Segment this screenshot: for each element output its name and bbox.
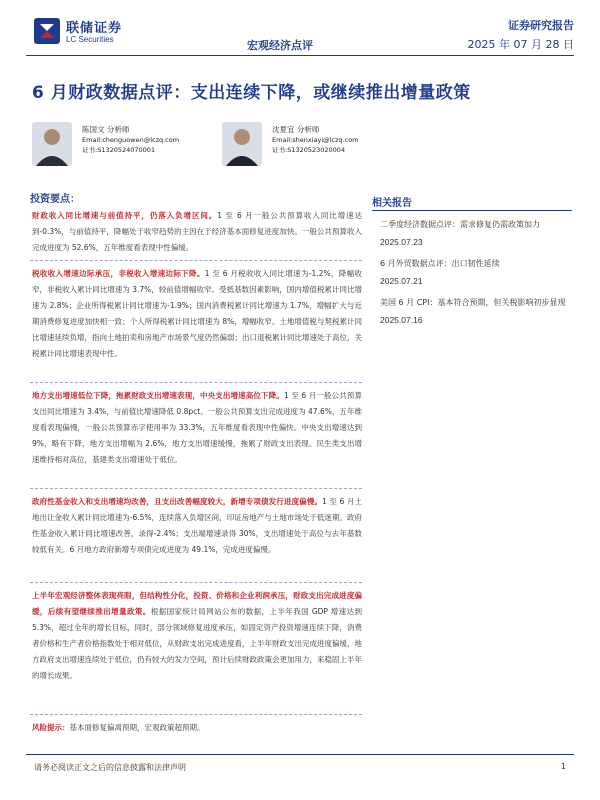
page-number: 1	[560, 762, 566, 771]
key-point-body: 1 至 6 月一般公共预算支出同比增速为 3.4%，与前值比增速降低 0.8pct。一般公共预算支出完成进度为 47.6%，五年维度看表现偏慢，一般公共预算赤字使用率为 33.3%，五年维度看表现中性偏快。中央支出增速达到 9%，略有下降，地方支出增幅为 2.6%，地方支出增速缓慢，拖累了财政支出表现。民生类支出增速维持相对高位，基建类支出增速处于低位。	[32, 391, 362, 464]
analyst-card	[222, 122, 392, 172]
key-point-paragraph	[32, 266, 362, 362]
key-point-highlight: 财政收入同比增速与前值持平，仍落入负增区间。	[32, 211, 218, 220]
section-divider	[30, 714, 362, 715]
footer-divider	[26, 754, 574, 755]
header-divider	[26, 55, 574, 56]
related-reports-divider	[372, 210, 572, 211]
page-title: 6 月财政数据点评：支出连续下降，或继续推出增量政策	[32, 83, 471, 103]
related-reports-title: 相关报告	[372, 198, 412, 209]
related-report-link[interactable]: 6 月外贸数据点评：出口韧性延续	[380, 259, 500, 268]
report-header	[0, 0, 600, 62]
analyst-email[interactable]: Email:chenguowen@lczq.com	[82, 136, 180, 144]
related-report-link[interactable]: 美国 6 月 CPI：基本符合预期，但关税影响初步显现	[380, 298, 566, 307]
analyst-avatar	[32, 122, 72, 166]
key-point-body: 根据国家统计局网站公布的数据，上半年我国 GDP 增速达到 5.3%，超过全年的增长目标，同时，部分领域修复进度承压，如固定资产投资增速连续下降，消费者价格和生产者价格指数处于相对低位，从财政支出完成进度看，上半年财政支出完成进度偏缓，地方政府支出增速连续处于低位，仍有较大的发力空间，预计后续财政政策会更加用力，来稳固上半年的增长成果。	[32, 607, 362, 680]
risk-warning	[32, 722, 205, 733]
section-divider	[30, 260, 362, 261]
related-report-date: 2025.07.23	[380, 237, 423, 247]
section-divider	[30, 382, 362, 383]
report-date: 2025 年 07 月 28 日	[467, 38, 574, 51]
risk-text: 基本面修复偏离预期，宏观政策超预期。	[69, 723, 205, 732]
footer-disclaimer: 请务必阅读正文之后的信息披露和法律声明	[34, 763, 186, 772]
key-point-paragraph	[32, 494, 362, 558]
risk-label: 风险提示：	[32, 723, 70, 732]
logo-english: LC Securities	[66, 35, 114, 44]
related-reports-list	[380, 218, 580, 335]
section-divider	[30, 582, 362, 583]
key-point-highlight: 上半年宏观经济整体表现亮眼，但结构性分化，投资、价格和企业利润承压，财政支出完成进度偏缓，后续有望继续推出增量政策。	[32, 591, 362, 616]
related-report-date: 2025.07.21	[380, 276, 423, 286]
analyst-cert: 证书:S1320524070001	[82, 146, 156, 154]
analyst-cert: 证书:S1320523020004	[272, 146, 346, 154]
key-point-paragraph	[32, 388, 362, 468]
logo-chinese: 联储证券	[66, 21, 123, 36]
lc-securities-logo-icon	[34, 18, 60, 44]
analyst-email[interactable]: Email:shenxiayi@lczq.com	[272, 136, 359, 144]
analyst-card	[32, 122, 202, 172]
related-report-date: 2025.07.16	[380, 315, 423, 325]
key-point-highlight: 地方支出增速低位下降，拖累财政支出增速表现，中央支出增速高位下降。	[32, 391, 284, 400]
analyst-name: 沈夏宜 分析师	[272, 125, 320, 134]
analyst-name: 陈国文 分析师	[82, 125, 130, 134]
key-point-body: 1 至 6 月一般公共预算收入同比增速达到-0.3%，与前值持平，降幅处于收窄趋势的主因在于经济基本面修复进度加快。一般公共预算收入完成进度为 52.6%，五年维度看表现中性偏缓。	[32, 211, 363, 252]
related-report-link[interactable]: 二季度经济数据点评：需求修复仍需政策加力	[380, 220, 540, 229]
key-point-body: 1 至 6 月税收收入同比增速为-1.2%，降幅收窄，非税收入累计同比增速为 3.7%，较前值增幅收窄。受抵基数因素影响，国内增值税累计同比增速为 2.8%；企业所得税累计同比增速为-1.9%；国内消费税累计同比增速为 1.7%，增幅扩大与近期消费修复进度加快相一致；个人所得税累计同比增速为 8%，增幅收窄。土地增值税与契税累计同比增速延续负增，指向土地拍卖和房地产市场景气度仍然偏弱；出口退税累计同比增速处于高位，关税累计同比增速表现中性。	[32, 269, 362, 358]
key-point-paragraph	[32, 588, 362, 684]
key-point-highlight: 政府性基金收入和支出增速均改善，且支出改善幅度较大，新增专项债发行进度偏慢。	[32, 497, 323, 506]
key-point-body: 1 至 6 月土地出让金收入累计同比增速为-6.5%，连续落入负增区间，印证房地产与土地市场处于低迷期。政府性基金收入累计同比增速改善，录得-2.4%；支出端增速录得 30%，支出增速处于高位与去年基数较低有关。6 月地方政府新增专项债完成进度为 49.1%，完成进度偏慢。	[32, 497, 362, 554]
analyst-avatar	[222, 122, 262, 166]
report-category: 宏观经济点评	[247, 39, 313, 52]
key-points-title: 投资要点：	[30, 194, 80, 205]
report-type: 证券研究报告	[508, 19, 574, 32]
key-point-highlight: 税收收入增速边际承压，非税收入增速边际下降。	[32, 269, 205, 278]
key-point-paragraph	[32, 208, 362, 256]
section-divider	[30, 488, 362, 489]
